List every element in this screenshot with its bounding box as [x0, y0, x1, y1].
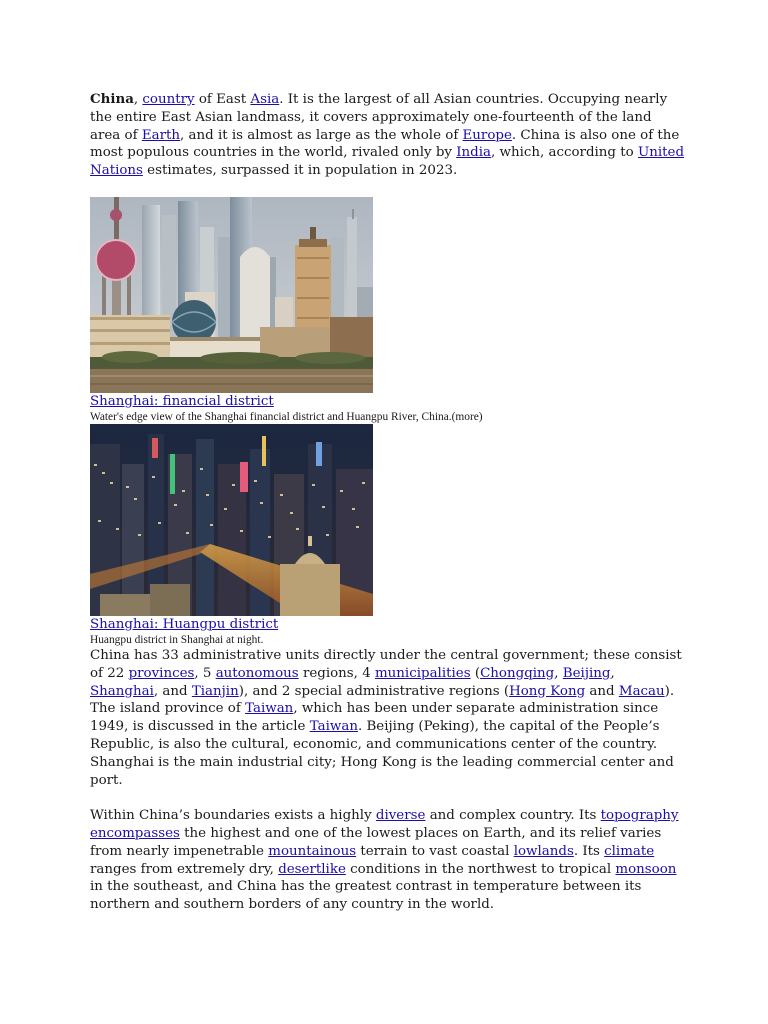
- text-run: . It is the largest of all Asian countries. Occupying nearly the entire East Asian landmass, it covers approximately one-fourteenth of the land area of: [90, 92, 668, 143]
- link-macau[interactable]: Macau: [618, 683, 665, 699]
- figure1-caption-title: [90, 394, 686, 410]
- link-provinces[interactable]: provinces: [128, 665, 195, 681]
- link-shanghai-financial-district[interactable]: Shanghai: financial district: [90, 393, 274, 409]
- text-run: ,: [610, 665, 615, 681]
- text-run: ), and 2 special administrative regions (: [238, 683, 510, 699]
- more-link[interactable]: (more): [451, 410, 483, 423]
- china-term: China: [90, 91, 134, 107]
- text-run: in the southeast, and China has the greatest contrast in temperature between its northern and southern borders of any country in the world.: [90, 879, 642, 913]
- spacer: [90, 789, 686, 807]
- link-diverse[interactable]: diverse: [375, 808, 426, 824]
- intro-paragraph: [90, 91, 686, 180]
- text-run: estimates, surpassed it in population in 2023.: [142, 163, 458, 179]
- link-municipalities[interactable]: municipalities: [374, 665, 471, 681]
- text-run: China has 33 administrative units directly under the central government; these consist of 22: [90, 647, 682, 681]
- geography-paragraph: [90, 807, 686, 914]
- text-run: . Its: [573, 843, 605, 859]
- text-run: . China is also one of the most populous countries in the world, rivaled only by: [90, 127, 680, 161]
- text-run: and complex country. Its: [425, 808, 601, 824]
- administrative-paragraph: [90, 647, 686, 789]
- link-united-nations[interactable]: United Nations: [90, 145, 685, 179]
- link-europe[interactable]: Europe: [462, 127, 512, 143]
- link-hong-kong[interactable]: Hong Kong: [509, 683, 586, 699]
- link-topography[interactable]: topography: [600, 808, 679, 824]
- text-run: , and: [153, 683, 192, 699]
- link-shanghai[interactable]: Shanghai: [90, 683, 154, 699]
- link-autonomous[interactable]: autonomous: [215, 665, 299, 681]
- link-climate[interactable]: climate: [604, 843, 655, 859]
- link-encompasses[interactable]: encompasses: [90, 825, 180, 841]
- text-run: (: [470, 665, 481, 681]
- text-run: conditions in the northwest to tropical: [345, 861, 616, 877]
- link-taiwan-article[interactable]: Taiwan: [309, 719, 358, 735]
- text-run: , and it is almost as large as the whole of: [180, 127, 463, 143]
- link-monsoon[interactable]: monsoon: [615, 861, 677, 877]
- text-run: terrain to vast coastal: [356, 843, 514, 859]
- text-run: regions, 4: [298, 665, 375, 681]
- text-run: ,: [133, 92, 143, 107]
- figure1-caption: [90, 410, 686, 424]
- link-desertlike[interactable]: desertlike: [278, 861, 346, 877]
- text-run: of East: [194, 92, 251, 107]
- figure2-caption-title: [90, 617, 686, 633]
- text-run: Within China’s boundaries exists a highly: [90, 808, 376, 824]
- link-india[interactable]: India: [456, 145, 491, 161]
- text-run: . Beijing (Peking), the capital of the People’s Republic, is also the cultural, economic, and communications center of the country. Shanghai is the main industrial city; Hong Kong is the leading commercial center and port.: [90, 719, 674, 788]
- figure2-caption: Huangpu district in Shanghai at night.: [90, 633, 264, 646]
- text-run: , which, according to: [490, 145, 638, 161]
- text-run: ,: [554, 665, 563, 681]
- figure1-caption-text: Water's edge view of the Shanghai financial district and Huangpu River, China.: [90, 410, 452, 423]
- link-chongqing[interactable]: Chongqing: [480, 665, 555, 681]
- text-run: ). The island province of: [90, 683, 675, 717]
- text-run: , 5: [194, 665, 216, 681]
- text-run: and: [585, 683, 619, 699]
- link-asia[interactable]: Asia: [250, 92, 280, 107]
- link-mountainous[interactable]: mountainous: [268, 843, 357, 859]
- link-shanghai-huangpu-district[interactable]: Shanghai: Huangpu district: [90, 616, 279, 632]
- link-taiwan[interactable]: Taiwan: [245, 701, 294, 717]
- link-lowlands[interactable]: lowlands: [513, 843, 574, 859]
- spacer: [90, 180, 686, 197]
- link-tianjin[interactable]: Tianjin: [191, 683, 239, 699]
- document-body: [90, 91, 686, 914]
- shanghai-huangpu-district-image[interactable]: [90, 424, 373, 616]
- link-country[interactable]: country: [142, 92, 195, 107]
- link-beijing[interactable]: Beijing: [562, 665, 611, 681]
- link-earth[interactable]: Earth: [141, 127, 180, 143]
- text-run: , which has been under separate administration since 1949, is discussed in the article: [90, 701, 659, 735]
- shanghai-financial-district-image[interactable]: [90, 197, 373, 393]
- text-run: ranges from extremely dry,: [90, 861, 279, 877]
- text-run: the highest and one of the lowest places on Earth, and its relief varies from nearly impenetrable: [90, 825, 662, 859]
